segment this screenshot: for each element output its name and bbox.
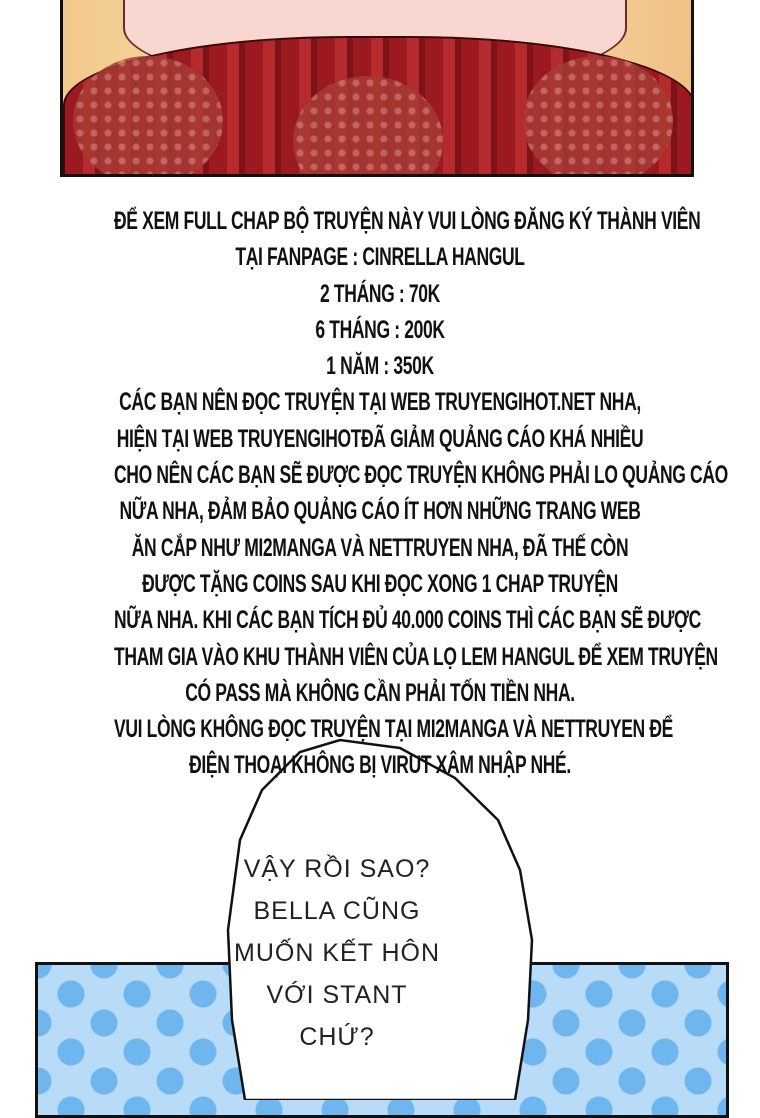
dialogue-line: BELLA CŨNG <box>253 897 421 925</box>
notice-line: ĐIỆN THOẠI KHÔNG BỊ VIRUT XÂM NHẬP NHÉ. <box>189 751 571 780</box>
notice-line: THAM GIA VÀO KHU THÀNH VIÊN CỦA LỌ LEM HANGUL ĐỂ XEM TRUYỆN <box>114 642 718 671</box>
dialogue-line: VỚI STANT CHỨ? <box>266 981 408 1051</box>
notice-line: ĐỂ XEM FULL CHAP BỘ TRUYỆN NÀY VUI LÒNG ĐĂNG KÝ THÀNH VIÊN <box>114 207 701 235</box>
notice-line: CÓ PASS MÀ KHÔNG CẦN PHẢI TỐN TIỀN NHA. <box>185 678 575 707</box>
notice-line: NỮA NHA. KHI CÁC BẠN TÍCH ĐỦ 40.000 COINS THÌ CÁC BẠN SẼ ĐƯỢC <box>114 606 701 635</box>
notice-line: 2 THÁNG : 70K <box>320 279 440 308</box>
dialogue-line: MUỐN KẾT HÔN <box>234 939 440 967</box>
notice-line: 6 THÁNG : 200K <box>315 315 445 344</box>
notice-line: ĂN CẮP NHƯ MI2MANGA VÀ NETTRUYEN NHA, ĐÃ THẾ CÒN <box>131 533 629 562</box>
notice-line: 1 NĂM : 350K <box>326 352 434 381</box>
notice-line: CHO NÊN CÁC BẠN SẼ ĐƯỢC ĐỌC TRUYỆN KHÔNG PHẢI LO QUẢNG CÁO <box>114 461 728 490</box>
notice-line: VUI LÒNG KHÔNG ĐỌC TRUYỆN TẠI MI2MANGA VÀ NETTRUYEN ĐỂ <box>114 715 673 744</box>
notice-line: ĐƯỢC TẶNG COINS SAU KHI ĐỌC XONG 1 CHAP TRUYỆN <box>142 569 618 598</box>
notice-line: TẠI FANPAGE : CINRELLA HANGUL <box>235 243 525 272</box>
dialogue-line: VẬY RỒI SAO? <box>243 855 431 883</box>
translator-notice <box>0 203 760 784</box>
speech-bubble-text <box>232 848 442 1058</box>
notice-line: HIỆN TẠI WEB TRUYENGIHOTĐÃ GIẢM QUẢNG CÁO KHÁ NHIỀU <box>116 424 644 453</box>
notice-line: CÁC BẠN NÊN ĐỌC TRUYỆN TẠI WEB TRUYENGIHOT.NET NHA, <box>119 388 641 417</box>
notice-line: NỮA NHA, ĐẢM BẢO QUẢNG CÁO ÍT HƠN NHỮNG TRANG WEB <box>119 497 641 526</box>
